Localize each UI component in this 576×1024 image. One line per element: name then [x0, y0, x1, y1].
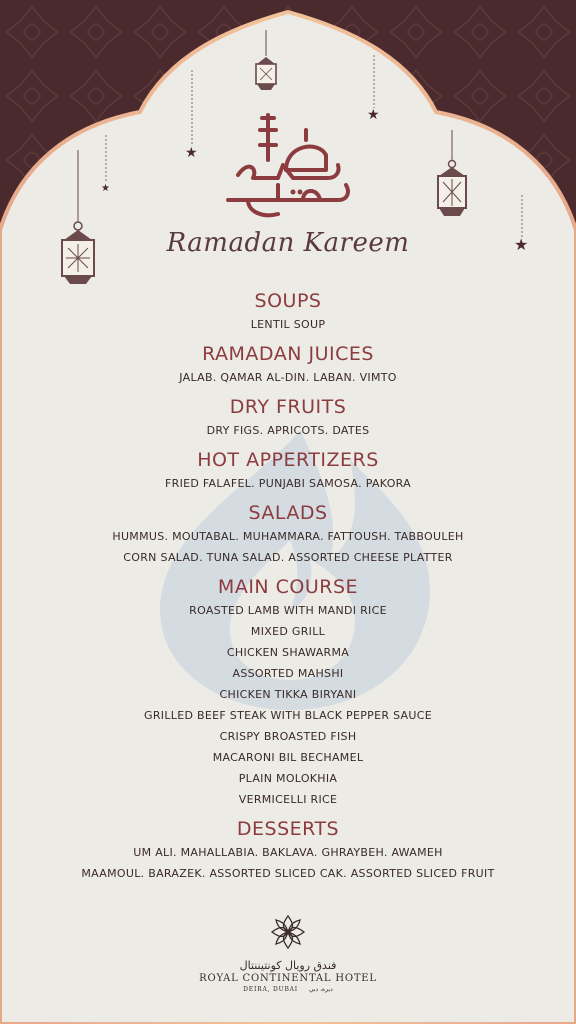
hotel-location [0, 986, 576, 993]
menu-item: PLAIN MOLOKHIA [238, 772, 338, 785]
menu-section [0, 816, 576, 884]
menu-item: GRILLED BEEF STEAK WITH BLACK PEPPER SAUCE [144, 709, 432, 722]
menu-item: LENTIL SOUP [250, 318, 326, 331]
section-title: HOT APPERTIZERS [197, 449, 379, 471]
section-title: DESSERTS [236, 818, 340, 840]
hotel-arabic-name: فندق رويال كونتيننتال [239, 959, 337, 972]
menu-item: CHICKEN TIKKA BIRYANI [219, 688, 357, 701]
arabic-calligraphy-text: رمضان كريم [208, 100, 214, 101]
menu-item: FRIED FALAFEL. PUNJABI SAMOSA. PAKORA [165, 477, 411, 490]
menu-item: JALAB. QAMAR AL-DIN. LABAN. VIMTO [179, 371, 397, 384]
lantern-left-icon [58, 150, 98, 290]
section-title: SALADS [248, 502, 328, 524]
menu-item: MACARONI BIL BECHAMEL [212, 751, 364, 764]
hotel-footer [0, 912, 576, 993]
section-title: SOUPS [254, 290, 322, 312]
lantern-top-icon [254, 30, 278, 92]
section-title: MAIN COURSE [217, 576, 359, 598]
ramadan-kareem-calligraphy [208, 100, 368, 230]
lantern-right-icon [434, 130, 470, 220]
menu-item: VERMICELLI RICE [238, 793, 338, 806]
menu-item: CRISPY BROASTED FISH [219, 730, 357, 743]
star-icon: ★ [367, 107, 380, 123]
ramadan-kareem-title: Ramadan Kareem [166, 228, 410, 258]
section-title: DRY FRUITS [229, 396, 347, 418]
menu-item: UM ALI. MAHALLABIA. BAKLAVA. GHRAYBEH. AWAMEH [133, 846, 443, 859]
star-icon: ★ [101, 183, 110, 194]
hotel-location-en: DEIRA, DUBAI [243, 986, 298, 993]
menu-item: HUMMUS. MOUTABAL. MUHAMMARA. FATTOUSH. TABBOULEH [112, 530, 464, 543]
menu-section [0, 500, 576, 568]
menu-section [0, 574, 576, 810]
menu-item: MIXED GRILL [250, 625, 326, 638]
menu-item: ROASTED LAMB WITH MANDI RICE [189, 604, 387, 617]
menu-item: CHICKEN SHAWARMA [226, 646, 350, 659]
star-icon: ★ [514, 235, 529, 254]
menu-section [0, 394, 576, 441]
hotel-location-ar: ديرة، دبي [308, 986, 333, 993]
menu-item: MAAMOUL. BARAZEK. ASSORTED SLICED CAK. ASSORTED SLICED FRUIT [81, 867, 495, 880]
menu-section [0, 341, 576, 388]
menu-item: DRY FIGS. APRICOTS. DATES [206, 424, 370, 437]
section-title: RAMADAN JUICES [202, 343, 374, 365]
menu-section [0, 447, 576, 494]
menu-item: CORN SALAD. TUNA SALAD. ASSORTED CHEESE PLATTER [123, 551, 453, 564]
menu-item: ASSORTED MAHSHI [232, 667, 344, 680]
star-icon: ★ [185, 145, 198, 161]
menu-section [0, 288, 576, 335]
hotel-name: ROYAL CONTINENTAL HOTEL [199, 973, 377, 984]
hotel-flower-logo-icon [268, 912, 308, 952]
menu-list [0, 288, 576, 890]
